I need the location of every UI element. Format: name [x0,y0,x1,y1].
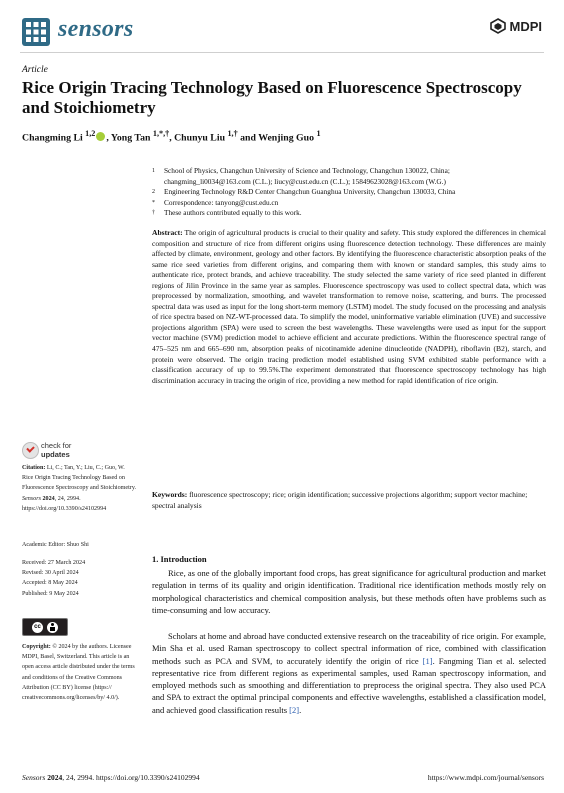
author-list: Changming Li $^{1,2}$ , Yong Tan $^{1,*,\dagger}$, Chunyu Liu $^{1,\dagger}$ and Wenjing Guo $^1$ [22,129,321,144]
author-name: Chunyu Liu [174,132,226,144]
attribution-icon [47,622,58,633]
affiliation-row: * Correspondence: tanyong@cust.edu.cn [152,197,279,207]
revised-date: Revised: 30 April 2024 [22,570,79,577]
affiliation-row: † These authors contributed equally to this work. [152,208,302,218]
intro-paragraph-1: Rice, as one of the globally important food crops, has great significance for agricultural production and market regulation in terms of its quality and origin identification. Traditional rice identification methods mostly rely on morphological characteristics and chemical composition analysis, but these methods often have problems such as time-consuming and low accuracy. [152,568,546,615]
keywords-text: fluorescence spectroscopy; rice; origin identification; successive projections algorithm; support vector machine; spectral analysis [152,490,528,510]
author-conjunction: and [240,132,256,144]
publisher-name: MDPI [509,18,542,34]
article-type: Article [22,65,48,75]
creative-commons-icon: cc [32,622,43,633]
publisher-logo [490,18,543,34]
academic-editor: Academic Editor: Shuo Shi [22,542,89,548]
copyright-text: © 2024 by the authors. Licensee MDPI, Basel, Switzerland. This article is an open access article distributed under the terms and conditions of the Creative Commons Attribution (CC BY) license (https:// creativecommons.org/licenses/by/ 4.0/). [22,644,135,702]
check-updates-icon [22,442,39,459]
journal-name: sensors [58,16,134,42]
footer-journal-url[interactable]: https://www.mdpi.com/journal/sensors [427,773,544,782]
abstract-label: Abstract: [152,228,183,237]
copyright-label: Copyright: [22,644,51,650]
citation-journal: Sensors [22,495,41,502]
cc-by-license-badge[interactable] [22,618,68,636]
publication-dates [22,558,137,599]
section-heading: 1. Introduction [152,554,207,564]
copyright-block [22,642,137,703]
author-name: Yong Tan [110,132,151,144]
citation-doi[interactable]: , 24, 2994. https://doi.org/10.3390/s24102994 [22,495,107,512]
reference-link[interactable]: [1] [422,655,433,666]
affiliation-row: changming_li0034@163.com (C.L.); liucy@cust.edu.cn (C.L.); 15849623028@163.com (W.G.) [164,176,446,186]
author-affiliation-mark: 1,2 [85,129,96,138]
intro-paragraph-2: Scholars at home and abroad have conducted extensive research on the traceability of rice origin. For example, Min Sha et al. used Raman spectroscopy to collect spectral information of rice, combined with classification methods such as PCA and SVM, to accurately identify the origin of rice [1]. Fangming Tian et al. selected representative rice from different regions as experimental samples, used Raman spectroscopy information, and employed methods such as smoothing and differentiation to preprocess the original spectra. They also used PCA and SPA to extract the optimal principal components and effective wavelengths, established a classification model, and achieved good classification results [2]. [152,631,546,715]
affiliation-row: 2 Engineering Technology R&D Center Changchun Guanghua University, Changchun 130033, China [152,187,456,197]
citation-text: Li, C.; Tan, Y.; Liu, C.; Guo, W. Rice Origin Tracing Technology Based on Fluorescence Spectroscopy and Stoichiometry. [22,465,137,492]
received-date: Received: 27 March 2024 [22,560,86,566]
citation-label: Citation: [22,465,46,471]
published-date: Published: 9 May 2024 [22,590,79,597]
affiliation-row: 1 School of Physics, Changchun University of Science and Technology, Changchun 130022, China; [152,166,450,175]
abstract-text: The origin of agricultural products is crucial to their quality and safety. This study explored the differences in chemical composition and structure of rice from different origins using fluorescence detection technology. These differences are mainly affected by climate, environment, geology and other factors. By identifying the fluorescence characteristic absorption peaks of the same rice seed varieties from different origins, and comparing them with known or standard samples, this study aims to authenticate rice, protect brands, and achieve traceability. The study selected the same variety of rice seed planted in different regions of Jilin Province in the same year as samples. Fluorescence spectroscopy was used to collect spectral data, which was preprocessed by normalization, smoothing, and wavelet transformation to remove noise, scattering, and burrs. The processed spectral data was used as input for the long short-term memory (LSTM) model. The study focused on the processing and analysis of rice spectra based on NZ-WT-processed data. To simplify the model, uninformative variable elimination (UVE) and successive projections algorithm (SPA) were used to screen the best wavelengths. These wavelengths were used as input for the support vector machine (SVM) prediction model to achieve efficient and accurate predictions. Within the fluorescence spectral range of 475–525 nm and 665–690 nm, absorption peaks of nicotinamide adenine dinucleotide (NADPH), riboflavin (B2), starch, and protein were observed. The origin tracing prediction model established using SVM exhibited stable performance with a classification accuracy of up to 99.5%.The experiment demonstrated that fluorescence spectroscopy technology has high discrimination accuracy in tracing the origin of rice, providing a new method for rapid identification of rice origin. [152,228,546,385]
sensors-logo-icon [22,18,50,46]
author-affiliation-mark: 1,*,† [152,129,170,138]
footer-citation: Sensors 2024, 24, 2994. https://doi.org/10.3390/s24102994 [22,773,200,782]
citation-year: 2024 [42,495,55,502]
orcid-icon[interactable] [96,132,105,141]
mdpi-emblem-icon [490,18,506,34]
accepted-date: Accepted: 8 May 2024 [22,580,78,587]
citation-block [22,463,137,514]
author-affiliation-mark: 1 [316,129,321,138]
abstract [152,228,546,386]
keywords-label: Keywords: [152,490,188,499]
author-name: Wenjing Guo [258,132,315,144]
header-divider [20,52,544,53]
author-name: Changming Li [22,132,83,144]
article-title: Rice Origin Tracing Technology Based on Fluorescence Spectroscopy and Stoichiometry [22,78,522,117]
keywords [152,490,546,511]
affiliations [152,166,542,219]
author-affiliation-mark: 1,† [227,129,238,138]
reference-link[interactable]: [2] [289,704,300,715]
